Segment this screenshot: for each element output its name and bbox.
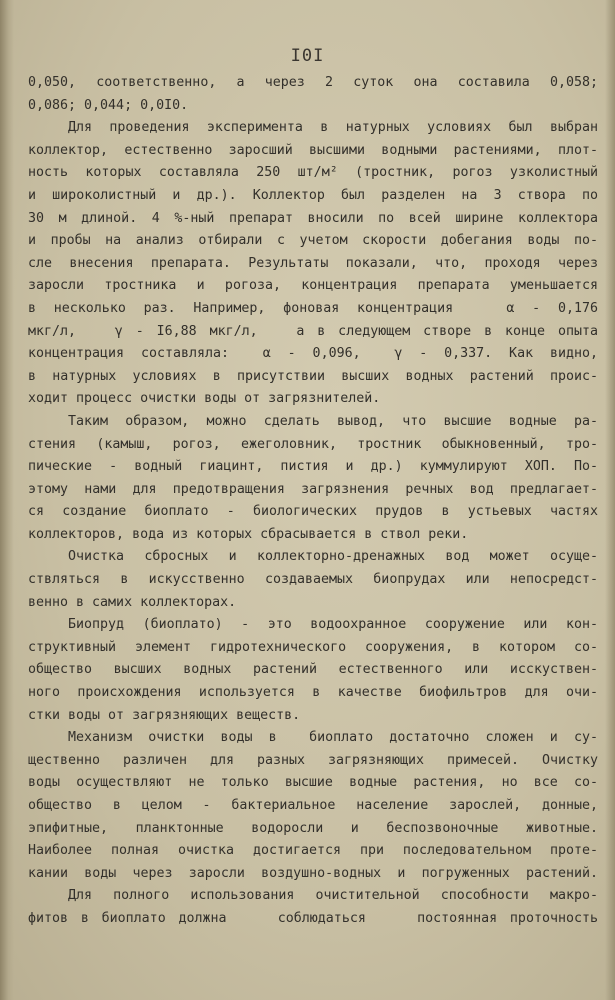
- paragraph-1: [28, 72, 598, 117]
- text-line: 0,086; 0,044; 0,0I0.: [28, 97, 189, 113]
- text-line: концентрация составляла: α - 0,096, γ - 0,337. Как видно,: [28, 346, 598, 362]
- text-line: эпифитные, планктонные водоросли и беспозвоночные животные.: [28, 820, 598, 836]
- text-line: общество в целом - бактериальное население зарослей, донные,: [28, 798, 598, 813]
- paragraph-5: [28, 614, 598, 727]
- text-line: коллекторов, вода из которых сбрасывается в ствол реки.: [28, 526, 469, 542]
- page-number: I0I: [290, 46, 325, 66]
- paragraph-2: [28, 117, 598, 411]
- text-line: коллектор, естественно заросший высшими водными растениями, плот-: [28, 142, 598, 158]
- page-edge-shadow-right: [605, 0, 615, 1000]
- text-line: ного происхождения используется в качестве биофильтров для очи-: [28, 685, 598, 701]
- text-line: сле внесения препарата. Результаты показали, что, проходя через: [28, 255, 598, 271]
- text-line: воды осуществляют не только высшие водные растения, но все со-: [28, 775, 598, 791]
- text-line: в натурных условиях в присутствии высших водных растений проис-: [28, 368, 598, 384]
- text-line: пические - водный гиацинт, пистия и др.) куммулируют ХОП. По-: [28, 459, 598, 475]
- text-line: 0,050, соответственно, а через 2 суток она составила 0,058;: [28, 75, 598, 90]
- text-line: Биопруд (биоплато) - это водоохранное сооружение или кон-: [68, 617, 598, 633]
- paragraph-6: [28, 727, 598, 885]
- text-line: венно в самих коллекторах.: [28, 594, 237, 610]
- text-line: общество высших водных растений естественного или исскуствен-: [28, 662, 598, 678]
- text-line: стения (камыш, рогоз, ежеголовник, тростник обыкновенный, тро-: [28, 436, 598, 452]
- text-line: щественно различен для разных загрязняющих примесей. Очистку: [28, 752, 598, 768]
- text-line: Для полного использования очистительной способности макро-: [68, 888, 598, 904]
- text-line: Наиболее полная очистка достигается при последовательном проте-: [28, 843, 598, 859]
- text-line: кании воды через заросли воздушно-водных и погруженных растений.: [28, 865, 598, 881]
- text-line: фитов в биоплато должна соблюдаться постоянная проточность: [28, 910, 598, 926]
- text-line: Механизм очистки воды в биоплато достаточно сложен и су-: [68, 730, 598, 746]
- text-line: структивный элемент гидротехнического сооружения, в котором со-: [28, 639, 598, 655]
- text-line: в несколько раз. Например, фоновая концентрация α - 0,176: [28, 300, 598, 316]
- paragraph-4: [28, 546, 598, 614]
- text-line: 30 м длиной. 4 %-ный препарат вносили по всей ширине коллектора: [28, 210, 598, 226]
- paragraph-3: [28, 411, 598, 547]
- text-line: ся создание биоплато - биологических прудов в устьевых частях: [28, 504, 598, 520]
- paragraph-7: [28, 885, 598, 930]
- text-line: ствляться в искусственно создаваемых биопрудах или непосредст-: [28, 572, 598, 588]
- text-line: заросли тростника и рогоза, концентрация препарата уменьшается: [28, 278, 598, 294]
- text-line: и пробы на анализ отбирали с учетом скорости добегания воды по-: [28, 233, 598, 249]
- text-line: стки воды от загрязняющих веществ.: [28, 707, 301, 723]
- text-line: ходит процесс очистки воды от загрязнителей.: [28, 391, 381, 407]
- text-line: этому нами для предотвращения загрязнения речных вод предлагает-: [28, 481, 598, 497]
- text-line: мкг/л, γ - I6,88 мкг/л, а в следующем створе в конце опыта: [28, 323, 598, 339]
- body-text: [28, 72, 598, 931]
- text-line: Для проведения эксперимента в натурных условиях был выбран: [68, 120, 598, 136]
- text-line: Очистка сбросных и коллекторно-дренажных вод может осуще-: [68, 549, 598, 565]
- text-line: ность которых составляла 250 шт/м² (тростник, рогоз узколистный: [28, 165, 598, 181]
- text-line: и широколистный и др.). Коллектор был разделен на 3 створа по: [28, 187, 598, 203]
- page-edge-shadow-left: [0, 0, 14, 1000]
- text-line: Таким образом, можно сделать вывод, что высшие водные ра-: [68, 413, 598, 429]
